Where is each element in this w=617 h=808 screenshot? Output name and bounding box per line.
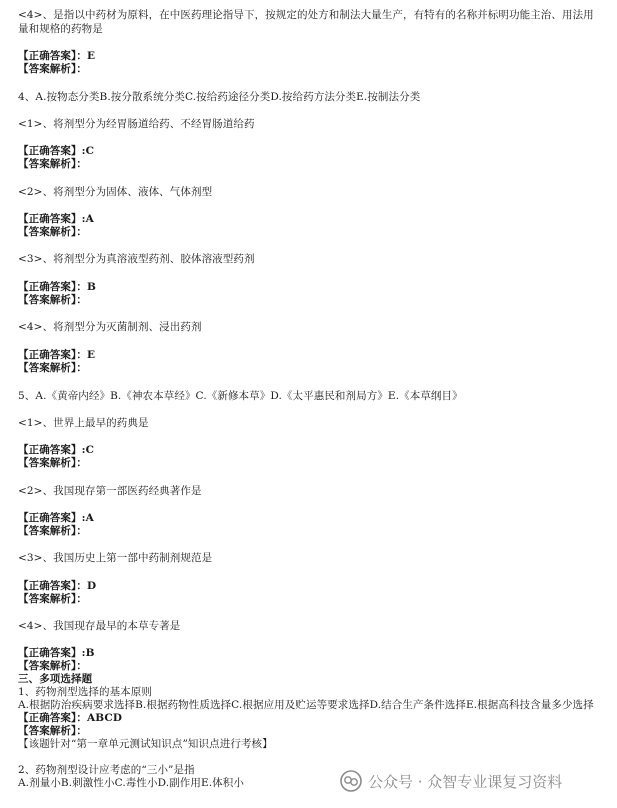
q4-options: 4、A.按物态分类B.按分散系统分类C.按给药途径分类D.按给药方法分类E.按制法分类 [18,91,421,103]
q5-2-analysis: 【答案解析】： [18,525,87,537]
watermark-text: 公众号 · 众智专业课复习资料 [368,772,563,791]
q5-2-stem: <2>、我国现存第一部医药经典著作是 [18,485,202,497]
mc1-options: A.根据防治疾病要求选择B.根据药物性质选择C.根据应用及贮运等要求选择D.结合生产条件选择E.根据高科技含量多少选择 [18,699,594,711]
q4-4-stem: <4>、将剂型分为灭菌制剂、浸出药剂 [18,321,202,333]
q5-1-analysis: 【答案解析】： [18,457,87,469]
q5-4-answer: 【正确答案】:B [18,647,95,659]
q4-1-stem: <1>、将剂型分为经胃肠道给药、不经胃肠道给药 [18,118,255,130]
q4-1-answer: 【正确答案】:C [18,145,95,157]
q5-options: 5、A.《黄帝内经》B.《神农本草经》C.《新修本草》D.《太平惠民和剂局方》E.《本草纲目》 [18,390,463,402]
q4-2-answer: 【正确答案】:A [18,213,94,225]
mc1-analysis: 【答案解析】： [18,725,87,737]
wechat-watermark [340,768,562,794]
mc2-options: A.剂量小B.刺激性小C.毒性小D.副作用E.体积小 [18,777,244,789]
mc1-answer: 【正确答案】：ABCD [18,712,123,724]
q4-4-answer: 【正确答案】：E [18,349,96,361]
wechat-public-account-icon [340,770,362,792]
q4-3-stem: <3>、将剂型分为真溶液型药剂、胶体溶液型药剂 [18,253,255,265]
q3-4-analysis: 【答案解析】： [18,63,87,75]
q5-2-answer: 【正确答案】:A [18,512,94,524]
mc2-stem: 2、药物剂型设计应考虑的“三小”是指 [18,764,195,776]
q5-3-analysis: 【答案解析】： [18,593,87,605]
q4-2-analysis: 【答案解析】： [18,226,87,238]
q4-4-analysis: 【答案解析】： [18,362,87,374]
q5-1-answer: 【正确答案】:C [18,444,95,456]
q4-3-answer: 【正确答案】：B [18,281,96,293]
q3-4-stem: <4>、是指以中药材为原料，在中医药理论指导下，按规定的处方和制法大量生产，有特有的名称并标明功能主治、用法用量和规格的药物是 [18,9,594,35]
q5-3-stem: <3>、我国历史上第一部中药制剂规范是 [18,552,213,564]
q5-3-answer: 【正确答案】：D [18,580,97,592]
section-heading-multiple-choice: 三、多项选择题 [18,673,93,685]
mc1-topic-note: 【该题针对“第一章单元测试知识点”知识点进行考核】 [18,738,273,750]
q5-4-stem: <4>、我国现存最早的本草专著是 [18,620,181,632]
q5-4-analysis: 【答案解析】： [18,660,87,672]
q3-4-answer: 【正确答案】：E [18,50,96,62]
q5-1-stem: <1>、世界上最早的药典是 [18,417,149,429]
mc1-stem: 1、药物剂型选择的基本原则 [18,686,152,698]
q4-1-analysis: 【答案解析】： [18,158,87,170]
q4-2-stem: <2>、将剂型分为固体、液体、气体剂型 [18,186,213,198]
q4-3-analysis: 【答案解析】： [18,294,87,306]
